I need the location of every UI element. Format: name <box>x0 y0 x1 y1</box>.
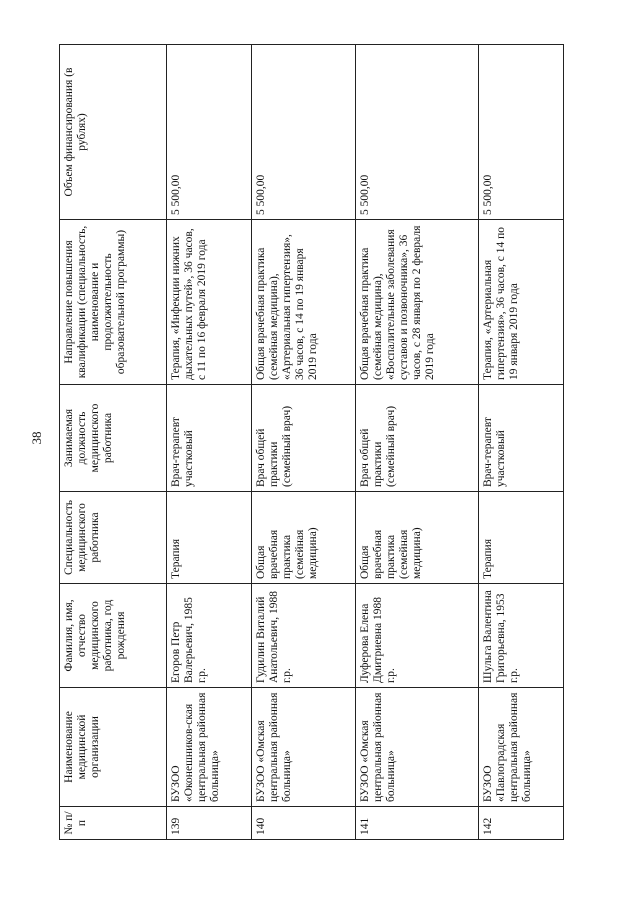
cell-funding: 5 500,00 <box>478 45 563 220</box>
header-organization: Наименование медицинской организации <box>60 688 167 807</box>
table-row <box>167 45 252 840</box>
table-row <box>478 45 563 840</box>
table-row <box>252 45 356 840</box>
cell-specialty: Общая врачебная практика (семейная медицина) <box>252 492 356 584</box>
table-row <box>356 45 479 840</box>
cell-position: Врач-терапевт участковый <box>167 385 252 492</box>
page-number: 38 <box>29 431 44 445</box>
cell-specialty: Терапия <box>167 492 252 584</box>
cell-training-direction: Терапия, «Инфекции нижних дыхательных путей», 36 часов, с 11 по 16 февраля 2019 года <box>167 220 252 385</box>
header-number: № п/п <box>60 807 167 840</box>
cell-funding: 5 500,00 <box>167 45 252 220</box>
cell-full-name: Егоров Петр Валерьевич, 1985 г.р. <box>167 584 252 688</box>
cell-organization: БУЗОО «Омская центральная районная больница» <box>356 688 479 807</box>
cell-number: 141 <box>356 807 479 840</box>
cell-organization: БУЗОО «Омская центральная районная больница» <box>252 688 356 807</box>
cell-organization: БУЗОО «Павлоградская центральная районная больница» <box>478 688 563 807</box>
header-funding: Объем финансирования (в рублях) <box>60 45 167 220</box>
header-training-direction: Направление повышения квалификации (специальность, наименование и продолжительность образовательной программы) <box>60 220 167 385</box>
header-position: Занимаемая должность медицинского работника <box>60 385 167 492</box>
rotated-table-container <box>59 45 564 840</box>
cell-number: 139 <box>167 807 252 840</box>
header-row <box>60 45 167 840</box>
cell-organization: БУЗОО «Оконешников-ская центральная районная больница» <box>167 688 252 807</box>
cell-full-name: Гудилин Виталий Анатольевич, 1988 г.р. <box>252 584 356 688</box>
cell-specialty: Общая врачебная практика (семейная медицина) <box>356 492 479 584</box>
cell-number: 140 <box>252 807 356 840</box>
cell-training-direction: Общая врачебная практика (семейная медицина), «Артериальная гипертензия», 36 часов, с 14 по 19 января 2019 года <box>252 220 356 385</box>
cell-number: 142 <box>478 807 563 840</box>
cell-position: Врач общей практики (семейный врач) <box>252 385 356 492</box>
cell-specialty: Терапия <box>478 492 563 584</box>
cell-position: Врач общей практики (семейный врач) <box>356 385 479 492</box>
cell-funding: 5 500,00 <box>356 45 479 220</box>
cell-funding: 5 500,00 <box>252 45 356 220</box>
header-specialty: Специальность медицинского работника <box>60 492 167 584</box>
cell-position: Врач-терапевт участковый <box>478 385 563 492</box>
training-table <box>59 44 564 840</box>
cell-full-name: Луферова Елена Дмитриевна 1988 г.р. <box>356 584 479 688</box>
cell-training-direction: Терапия, «Артериальная гипертензия», 36 часов, с 14 по 19 января 2019 года <box>478 220 563 385</box>
cell-full-name: Шульга Валентина Григорьевна, 1953 г.р. <box>478 584 563 688</box>
cell-training-direction: Общая врачебная практика (семейная медицина), «Воспалительные заболевания суставов и позвоночника», 36 часов, с 28 января по 2 февраля 2019 года <box>356 220 479 385</box>
header-full-name: Фамилия, имя, отчество медицинского работника, год рождения <box>60 584 167 688</box>
